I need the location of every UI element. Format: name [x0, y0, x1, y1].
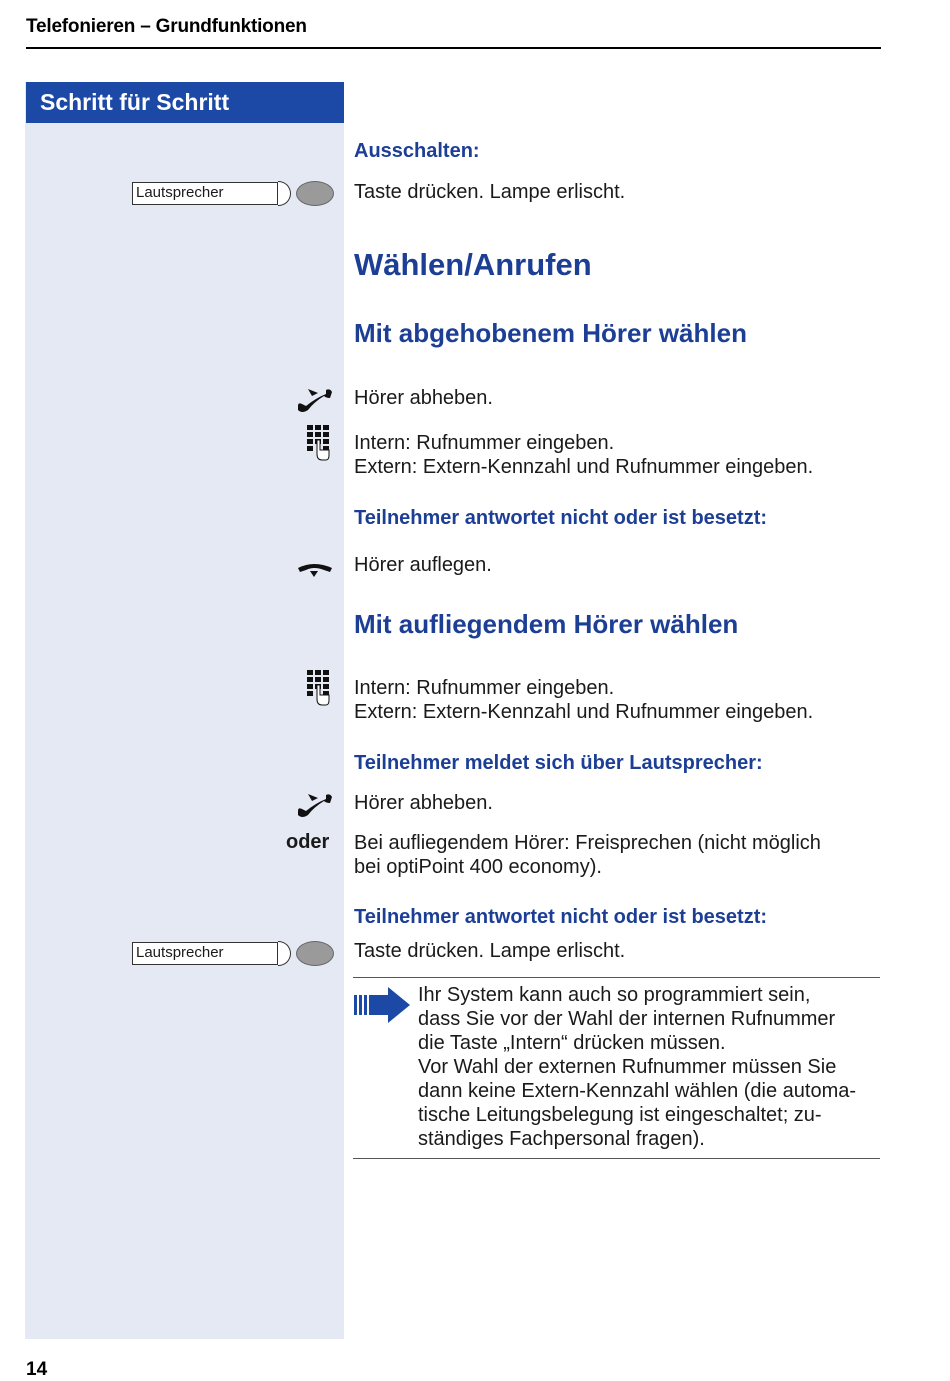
dial-intern-line: Intern: Rufnummer eingeben.	[354, 677, 615, 699]
lift-handset-text: Hörer abheben.	[354, 387, 493, 409]
lift-handset-icon	[296, 789, 334, 819]
keypad-icon	[306, 669, 334, 707]
note-text	[418, 983, 856, 1151]
note-line: ständiges Fachpersonal fragen).	[418, 1128, 705, 1150]
replace-handset-icon	[296, 560, 334, 580]
subsection-title-onhook: Mit aufliegendem Hörer wählen	[354, 609, 739, 639]
note-arrow-icon	[354, 987, 410, 1023]
section-title-dialing: Wählen/Anrufen	[354, 247, 592, 282]
page-header-title: Telefonieren – Grundfunktionen	[26, 16, 307, 37]
sidebar-heading: Schritt für Schritt	[40, 89, 230, 115]
dial-extern-line: Extern: Extern-Kennzahl und Rufnummer eingeben.	[354, 456, 814, 478]
header-divider	[26, 47, 881, 49]
subsection-title-lifted: Mit abgehobenem Hörer wählen	[354, 318, 747, 348]
handsfree-line-1: Bei aufliegendem Hörer: Freisprechen (nicht möglich	[354, 832, 821, 854]
dial-lifted-text	[354, 431, 813, 479]
dial-extern-line: Extern: Extern-Kennzahl und Rufnummer eingeben.	[354, 701, 814, 723]
note-line: Ihr System kann auch so programmiert sein,	[418, 984, 811, 1006]
dial-onhook-text	[354, 676, 813, 724]
sidebar-heading-bar	[26, 82, 344, 123]
no-answer-subtitle-1: Teilnehmer antwortet nicht oder ist besetzt:	[354, 507, 768, 529]
note-line: Vor Wahl der externen Rufnummer müssen Sie	[418, 1056, 837, 1078]
keypad-icon	[306, 424, 334, 462]
speaker-key-label: Lautsprecher	[132, 182, 278, 205]
note-bottom-rule	[353, 1158, 880, 1159]
lift-handset-text: Hörer abheben.	[354, 792, 493, 814]
no-answer-subtitle-2: Teilnehmer antwortet nicht oder ist besetzt:	[354, 906, 768, 928]
note-top-rule	[353, 977, 880, 978]
step-sidebar	[25, 82, 344, 1339]
replace-handset-text: Hörer auflegen.	[354, 554, 492, 576]
speaker-key-label: Lautsprecher	[132, 942, 278, 965]
dial-intern-line: Intern: Rufnummer eingeben.	[354, 432, 615, 454]
handsfree-text	[354, 831, 821, 879]
note-line: dass Sie vor der Wahl der internen Rufnummer	[418, 1008, 836, 1030]
lift-handset-icon	[296, 384, 334, 414]
speaker-answer-subtitle: Teilnehmer meldet sich über Lautsprecher:	[354, 752, 763, 774]
key-button-icon[interactable]	[296, 941, 334, 966]
switch-off-text: Taste drücken. Lampe erlischt.	[354, 181, 626, 203]
or-label: oder	[286, 831, 330, 853]
note-line: dann keine Extern-Kennzahl wählen (die automa-	[418, 1080, 857, 1102]
page-number: 14	[26, 1359, 48, 1380]
switch-off-subtitle: Ausschalten:	[354, 140, 480, 162]
note-line: tische Leitungsbelegung ist eingeschaltet; zu-	[418, 1104, 822, 1126]
press-key-text: Taste drücken. Lampe erlischt.	[354, 940, 626, 962]
key-button-icon[interactable]	[296, 181, 334, 206]
handsfree-line-2: bei optiPoint 400 economy).	[354, 856, 602, 878]
note-line: die Taste „Intern“ drücken müssen.	[418, 1032, 726, 1054]
